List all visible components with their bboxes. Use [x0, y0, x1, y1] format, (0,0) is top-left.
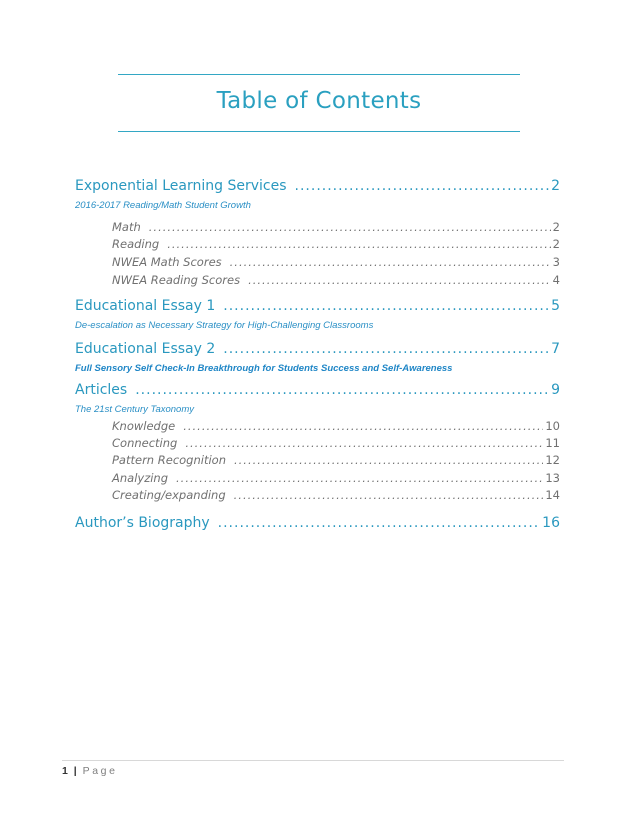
toc-subentry-pattern-recognition[interactable]: [112, 453, 560, 467]
toc-subentry-creating-expanding[interactable]: [112, 488, 560, 502]
page-title: Table of Contents: [216, 88, 422, 114]
toc-subentry-page: 13: [545, 471, 560, 485]
dot-leader: [223, 298, 549, 314]
toc-subentry-label: NWEA Math Scores: [112, 255, 222, 269]
toc-subentry-analyzing[interactable]: [112, 471, 560, 485]
toc-entry-page: 9: [551, 382, 560, 398]
title-bottom-rule: [118, 131, 520, 132]
toc-entry-authors-biography[interactable]: [75, 515, 560, 531]
toc-entry-page: 16: [542, 515, 560, 531]
toc-subentry-label: Pattern Recognition: [112, 453, 226, 467]
toc-subentry-connecting[interactable]: [112, 436, 560, 450]
dot-leader: [234, 453, 543, 467]
toc-entry-articles[interactable]: [75, 382, 560, 398]
toc-entry-page: 5: [551, 298, 560, 314]
section-subtitle: Full Sensory Self Check-In Breakthrough for Students Success and Self-Awareness: [75, 363, 453, 374]
dot-leader: [135, 382, 549, 398]
toc-entry-page: 2: [551, 178, 560, 194]
dot-leader: [223, 341, 549, 357]
toc-subentry-page: 12: [545, 453, 560, 467]
toc-subentry-page: 10: [545, 419, 560, 433]
toc-subentry-label: Analyzing: [112, 471, 169, 485]
toc-entry-label: Educational Essay 2: [75, 341, 216, 357]
footer-page-word: Page: [82, 765, 118, 777]
toc-subentry-nwea-reading-scores[interactable]: [112, 273, 560, 287]
dot-leader: [183, 419, 543, 433]
toc-subentry-reading[interactable]: [112, 237, 560, 251]
toc-entry-educational-essay-1[interactable]: [75, 298, 560, 314]
page-footer: [62, 765, 118, 777]
section-subtitle: De-escalation as Necessary Strategy for High-Challenging Classrooms: [75, 320, 374, 331]
toc-subentry-label: Connecting: [112, 436, 178, 450]
dot-leader: [295, 178, 550, 194]
toc-entry-page: 7: [551, 341, 560, 357]
toc-entry-label: Exponential Learning Services: [75, 178, 287, 194]
section-subtitle: The 21st Century Taxonomy: [75, 404, 194, 415]
dot-leader: [230, 255, 551, 269]
toc-subentry-page: 2: [552, 220, 560, 234]
dot-leader: [167, 237, 550, 251]
toc-subentry-page: 3: [552, 255, 560, 269]
toc-subentry-nwea-math-scores[interactable]: [112, 255, 560, 269]
toc-entry-label: Articles: [75, 382, 128, 398]
toc-subentry-label: Knowledge: [112, 419, 176, 433]
footer-rule: [62, 760, 564, 761]
footer-page-number: 1: [62, 765, 68, 777]
section-subtitle: 2016-2017 Reading/Math Student Growth: [75, 200, 251, 211]
toc-subentry-label: Math: [112, 220, 141, 234]
toc-subentry-page: 14: [545, 488, 560, 502]
toc-subentry-math[interactable]: [112, 220, 560, 234]
dot-leader: [234, 488, 544, 502]
dot-leader: [176, 471, 543, 485]
dot-leader: [248, 273, 551, 287]
toc-subentry-knowledge[interactable]: [112, 419, 560, 433]
toc-entry-educational-essay-2[interactable]: [75, 341, 560, 357]
dot-leader: [218, 515, 541, 531]
dot-leader: [185, 436, 543, 450]
toc-entry-label: Author’s Biography: [75, 515, 210, 531]
toc-entry-exponential-learning-services[interactable]: [75, 178, 560, 194]
toc-entry-label: Educational Essay 1: [75, 298, 216, 314]
title-top-rule: [118, 74, 520, 75]
dot-leader: [149, 220, 551, 234]
footer-separator: |: [73, 765, 77, 777]
toc-subentry-label: Reading: [112, 237, 160, 251]
toc-subentry-page: 11: [545, 436, 560, 450]
toc-subentry-label: Creating/expanding: [112, 488, 226, 502]
toc-subentry-label: NWEA Reading Scores: [112, 273, 241, 287]
toc-subentry-page: 2: [552, 237, 560, 251]
toc-subentry-page: 4: [552, 273, 560, 287]
